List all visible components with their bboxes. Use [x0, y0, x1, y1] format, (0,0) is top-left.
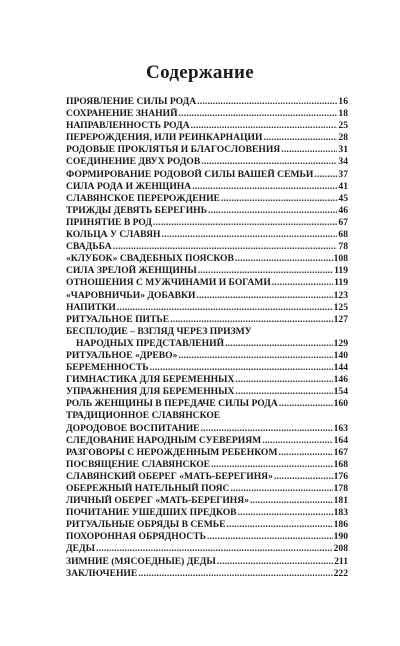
toc-entry-title: НАРОДНЫХ ПРЕДСТАВЛЕНИЙ ..... [76, 338, 333, 350]
toc-entry [66, 568, 348, 580]
toc-entry-page: 222 [333, 567, 348, 579]
toc-entry [66, 205, 348, 217]
toc-entry [66, 132, 348, 144]
toc-entry-page: 34 [338, 156, 348, 168]
toc-entry [66, 265, 348, 277]
toc-entry [66, 302, 348, 314]
toc-entry [66, 156, 348, 168]
toc-entry [66, 459, 348, 471]
toc-entry [66, 314, 348, 326]
toc-entry [66, 507, 348, 519]
toc-entry-title: ПОЧИТАНИЕ УШЕДШИХ ПРЕДКОВ ..... [66, 507, 333, 519]
toc-entry-title: ПОСВЯЩЕНИЕ СЛАВЯНСКОЕ ..... [66, 459, 333, 471]
toc-entry-title: ЛИЧНЫЙ ОБЕРЕГ «МАТЬ-БЕРЕГИНЯ» ..... [66, 495, 333, 507]
toc-entry-page: 31 [338, 144, 348, 156]
toc-entry-title: ПРОЯВЛЕНИЕ СИЛЫ РОДА ..... [66, 96, 337, 108]
toc-entry [66, 326, 348, 338]
toc-entry-page: 25 [338, 120, 348, 132]
toc-entry-page: 125 [333, 301, 348, 313]
toc-entry-title: ДОРОДОВОЕ ВОСПИТАНИЕ ..... [66, 423, 333, 435]
toc-entry-page: 46 [338, 204, 348, 216]
toc-entry-title: РАЗГОВОРЫ С НЕРОЖДЕННЫМ РЕБЕНКОМ ..... [66, 447, 333, 459]
toc-entry [66, 120, 348, 132]
toc-entry-title: «КЛУБОК» СВАДЕБНЫХ ПОЯСКОВ ..... [66, 253, 333, 265]
toc-entry-title: СИЛА ЗРЕЛОЙ ЖЕНЩИНЫ ..... [66, 265, 333, 277]
toc-entry-title: РИТУАЛЬНОЕ «ДРЕВО» ..... [66, 350, 333, 362]
toc-entry-page: 211 [334, 555, 348, 567]
toc-entry [66, 556, 348, 568]
toc-entry-title: РОЛЬ ЖЕНЩИНЫ В ПЕРЕДАЧЕ СИЛЫ РОДА ..... [66, 398, 333, 410]
toc-entry-title: ОТНОШЕНИЯ С МУЖЧИНАМИ И БОГАМИ ..... [66, 277, 333, 289]
toc-entry-title: РИТУАЛЬНОЕ ПИТЬЕ ..... [66, 314, 333, 326]
toc-entry-page: 68 [338, 229, 348, 241]
toc-entry-page: 190 [333, 531, 348, 543]
toc-entry [66, 96, 348, 108]
toc-entry-page: 176 [333, 470, 348, 482]
toc-entry-page: 45 [338, 192, 348, 204]
toc-entry-title: НАПРАВЛЕННОСТЬ РОДА ..... [66, 120, 337, 132]
toc-entry-page: 167 [333, 446, 348, 458]
toc-entry [66, 169, 348, 181]
toc-entry-title: ЗИМНИЕ (МЯСОЕДНЫЕ) ДЕДЫ ..... [66, 556, 333, 568]
toc-entry-page: 160 [333, 398, 348, 410]
toc-entry-page: 168 [333, 458, 348, 470]
toc-entry [66, 531, 348, 543]
toc-entry-title: БЕРЕМЕННОСТЬ ..... [66, 362, 333, 374]
toc-entry-page: 129 [333, 337, 348, 349]
table-of-contents [66, 96, 348, 580]
toc-entry-page: 181 [333, 495, 348, 507]
toc-entry-title: ФОРМИРОВАНИЕ РОДОВОЙ СИЛЫ ВАШЕЙ СЕМЬИ ..... [66, 169, 337, 181]
toc-entry [66, 447, 348, 459]
toc-entry-title: ПРИНЯТИЕ В РОД ..... [66, 217, 337, 229]
toc-entry-title: ДЕДЫ ..... [66, 543, 333, 555]
toc-entry [66, 495, 348, 507]
toc-entry-title: РИТУАЛЬНЫЕ ОБРЯДЫ В СЕМЬЕ ..... [66, 519, 333, 531]
toc-entry [66, 193, 348, 205]
toc-entry [66, 241, 348, 253]
toc-entry-page: 37 [338, 168, 348, 180]
toc-entry-title: ОБЕРЕЖНЫЙ НАТЕЛЬНЫЙ ПОЯС ..... [66, 483, 333, 495]
toc-entry-title: ГИМНАСТИКА ДЛЯ БЕРЕМЕННЫХ ..... [66, 374, 333, 386]
toc-entry-title: ЗАКЛЮЧЕНИЕ ..... [66, 568, 333, 580]
toc-entry [66, 362, 348, 374]
toc-entry [66, 374, 348, 386]
toc-entry-title: РОДОВЫЕ ПРОКЛЯТЬЯ И БЛАГОСЛОВЕНИЯ ..... [66, 144, 337, 156]
toc-entry-title: СЛЕДОВАНИЕ НАРОДНЫМ СУЕВЕРИЯМ ..... [66, 435, 333, 447]
toc-entry-page: 123 [333, 289, 348, 301]
toc-entry [66, 410, 348, 422]
toc-entry [66, 229, 348, 241]
toc-entry [66, 350, 348, 362]
toc-entry [66, 253, 348, 265]
toc-entry-page: 41 [338, 180, 348, 192]
toc-entry-page: 28 [338, 132, 348, 144]
toc-entry-page: 154 [333, 386, 348, 398]
toc-entry-page: 144 [333, 362, 348, 374]
toc-entry-page: 67 [338, 216, 348, 228]
toc-entry-title: СОЕДИНЕНИЕ ДВУХ РОДОВ ..... [66, 156, 337, 168]
toc-entry-title: СВАДЬБА ..... [66, 241, 337, 253]
toc-entry-page: 186 [333, 519, 348, 531]
toc-entry [66, 423, 348, 435]
toc-entry-title: ПОХОРОННАЯ ОБРЯДНОСТЬ ..... [66, 531, 333, 543]
toc-entry-title: ТРИЖДЫ ДЕВЯТЬ БЕРЕГИНЬ ..... [66, 205, 337, 217]
toc-entry-title: СИЛА РОДА И ЖЕНЩИНА ..... [66, 181, 337, 193]
toc-entry [66, 483, 348, 495]
toc-entry [66, 181, 348, 193]
toc-entry-page: 163 [333, 422, 348, 434]
toc-entry [66, 277, 348, 289]
toc-entry-title: БЕСПЛОДИЕ – ВЗГЛЯД ЧЕРЕЗ ПРИЗМУ [66, 325, 252, 337]
toc-entry-title: ТРАДИЦИОННОЕ СЛАВЯНСКОЕ [66, 410, 221, 422]
toc-entry-page: 127 [333, 313, 348, 325]
toc-entry-page: 108 [333, 253, 348, 265]
toc-entry-page: 164 [333, 434, 348, 446]
toc-entry [66, 386, 348, 398]
toc-entry-title: СОХРАНЕНИЕ ЗНАНИЙ ..... [66, 108, 337, 120]
toc-entry-page: 146 [333, 374, 348, 386]
toc-entry-page: 140 [333, 349, 348, 361]
toc-entry [66, 519, 348, 531]
toc-entry [66, 108, 348, 120]
toc-entry-page: 183 [333, 507, 348, 519]
toc-entry-page: 119 [334, 277, 348, 289]
toc-entry [66, 217, 348, 229]
toc-entry-page: 18 [338, 108, 348, 120]
toc-entry-title: СЛАВЯНСКИЙ ОБЕРЕГ «МАТЬ-БЕРЕГИНЯ» ..... [66, 471, 333, 483]
toc-entry-page: 208 [333, 543, 348, 555]
toc-entry [66, 471, 348, 483]
toc-entry-title: КОЛЬЦА У СЛАВЯН ..... [66, 229, 337, 241]
toc-entry-page: 119 [334, 265, 348, 277]
toc-entry-page: 178 [333, 483, 348, 494]
toc-entry-title: НАПИТКИ ..... [66, 302, 333, 314]
page-title: Содержание [146, 62, 254, 83]
toc-entry [66, 398, 348, 410]
toc-entry-title: ПЕРЕРОЖДЕНИЯ, ИЛИ РЕИНКАРНАЦИИ ..... [66, 132, 337, 144]
toc-entry-title: СЛАВЯНСКОЕ ПЕРЕРОЖДЕНИЕ ..... [66, 193, 337, 205]
toc-entry [66, 543, 348, 555]
toc-entry-page: 16 [338, 96, 348, 107]
toc-entry-page: 78 [338, 241, 348, 253]
toc-entry-title: УПРАЖНЕНИЯ ДЛЯ БЕРЕМЕННЫХ ..... [66, 386, 333, 398]
toc-entry [66, 338, 348, 350]
toc-entry-title: «ЧАРОВНИЧЬИ» ДОБАВКИ ..... [66, 290, 333, 302]
toc-entry [66, 290, 348, 302]
toc-entry [66, 435, 348, 447]
toc-entry [66, 144, 348, 156]
